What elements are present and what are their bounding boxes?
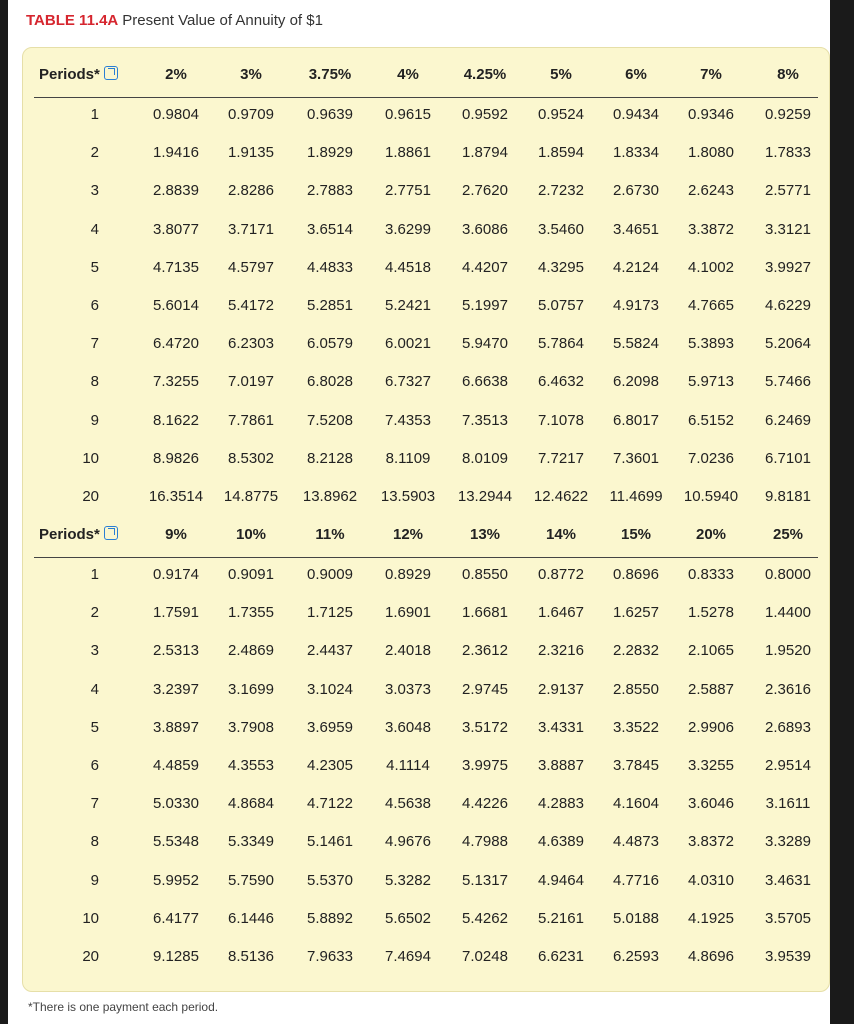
table-cell: 4.3295 [538, 258, 584, 276]
table-cell: 2.3616 [765, 680, 811, 698]
table-cell: 8.2128 [307, 449, 353, 467]
table-cell: 2.5887 [688, 680, 734, 698]
table-cell: 5.5348 [153, 833, 199, 851]
table-cell: 4.7716 [613, 871, 659, 889]
table-cell: 4.1604 [613, 795, 659, 813]
table-cell: 1.8080 [688, 144, 734, 162]
table-cell: 0.9592 [462, 106, 508, 123]
table-cell: 5.0757 [538, 297, 584, 314]
table-cell: 0.9009 [307, 566, 353, 583]
table-cell: 2.8286 [228, 182, 274, 200]
table-cell: 3.5172 [462, 718, 508, 736]
table-cell: 5.2421 [385, 297, 431, 314]
table-cell: 7.3513 [462, 411, 508, 429]
table-cell: 0.9709 [228, 106, 274, 123]
rate-header-11-: 11% [315, 526, 345, 543]
rate-header-14-: 14% [545, 526, 577, 543]
table-cell: 6.4177 [153, 909, 199, 927]
table-cell: 8.9826 [153, 449, 199, 467]
table-cell: 1.8594 [538, 144, 584, 162]
table-cell: 5.5824 [613, 335, 659, 353]
table-cell: 3.6959 [307, 718, 353, 736]
table-cell: 7.0236 [688, 449, 734, 467]
rate-header-4-25-: 4.25% [463, 66, 507, 83]
table-cell: 6.0579 [307, 335, 353, 353]
table-cell: 5.3893 [688, 335, 734, 353]
table-cell: 3.3522 [613, 718, 659, 736]
table-cell: 3.1699 [228, 680, 274, 698]
table-cell: 4.6389 [538, 833, 584, 851]
table-cell: 7.4353 [385, 411, 431, 429]
table-cell: 6.0021 [385, 335, 431, 353]
rate-header-4-: 4% [397, 66, 419, 83]
external-link-icon[interactable] [104, 526, 118, 540]
table-cell: 6.6638 [462, 373, 508, 391]
table-cell: 3.6299 [385, 220, 431, 238]
table-number: TABLE 11.4A [26, 12, 119, 29]
table-cell: 4.1114 [386, 757, 430, 774]
table-cell: 5.2851 [307, 297, 353, 314]
table-cell: 4.6229 [765, 297, 811, 314]
table-cell: 3.3255 [688, 757, 734, 774]
period-cell: 8 [90, 373, 99, 391]
period-cell: 1 [90, 106, 99, 123]
table-cell: 2.4869 [228, 642, 274, 660]
table-cell: 0.9091 [228, 566, 274, 583]
table-cell: 5.9713 [688, 373, 734, 391]
rate-header-12-: 12% [392, 526, 424, 543]
table-cell: 3.8897 [153, 718, 199, 736]
table-cell: 2.5313 [153, 642, 199, 660]
table-cell: 2.4437 [307, 642, 353, 660]
table-cell: 1.8334 [613, 144, 659, 162]
table-caption: Present Value of Annuity of $1 [122, 12, 323, 29]
period-cell: 1 [90, 566, 99, 583]
table-cell: 2.7883 [307, 182, 353, 200]
table-cell: 6.8028 [307, 373, 353, 391]
table-cell: 3.9975 [462, 757, 508, 774]
table-cell: 2.9745 [462, 680, 508, 698]
table-cell: 0.9259 [765, 106, 811, 123]
table-cell: 2.1065 [688, 642, 734, 660]
table-cell: 4.4518 [385, 258, 431, 276]
document-page [8, 0, 830, 1024]
periods-label-text: Periods* [39, 66, 100, 83]
table-cell: 1.7125 [307, 604, 353, 622]
table-cell: 10.5940 [683, 488, 739, 505]
table-cell: 4.8696 [688, 948, 734, 965]
period-cell: 8 [90, 833, 99, 851]
table-cell: 0.9346 [688, 106, 734, 123]
rate-header-13-: 13% [469, 526, 501, 543]
table-cell: 4.9676 [385, 833, 431, 851]
table-cell: 3.8372 [688, 833, 734, 851]
table-cell: 4.7665 [688, 297, 734, 314]
table-cell: 5.7590 [228, 871, 274, 889]
table-cell: 3.4331 [538, 718, 584, 736]
table-cell: 5.1461 [307, 833, 353, 851]
table-cell: 4.5638 [385, 795, 431, 813]
table-cell: 4.5797 [228, 258, 274, 276]
table-cell: 5.7466 [765, 373, 811, 391]
table-cell: 3.6048 [385, 718, 431, 736]
table-cell: 13.8962 [302, 488, 358, 505]
table-cell: 1.9416 [153, 144, 199, 162]
table-cell: 5.3282 [385, 871, 431, 889]
rate-header-15-: 15% [620, 526, 652, 543]
table-cell: 3.2397 [153, 680, 199, 698]
table-cell: 1.8794 [462, 144, 508, 162]
table-cell: 4.1002 [688, 258, 734, 276]
table-cell: 3.9539 [765, 948, 811, 965]
rate-header-6-: 6% [625, 66, 647, 83]
period-cell: 7 [90, 795, 99, 813]
table-cell: 8.5302 [228, 449, 274, 467]
period-cell: 2 [90, 604, 99, 622]
period-cell: 20 [82, 488, 99, 505]
rate-header-2-: 2% [165, 66, 187, 83]
table-cell: 5.4172 [228, 297, 274, 314]
table-cell: 5.4262 [462, 909, 508, 927]
period-cell: 10 [82, 449, 99, 467]
period-cell: 7 [90, 335, 99, 353]
table-cell: 3.6086 [462, 220, 508, 238]
rate-header-8-: 8% [777, 66, 799, 83]
table-cell: 0.9615 [385, 106, 431, 123]
table-cell: 4.2124 [613, 258, 659, 276]
table-cell: 0.9174 [153, 566, 199, 583]
table-cell: 13.5903 [380, 488, 436, 505]
period-cell: 4 [90, 220, 99, 238]
table-cell: 6.8017 [613, 411, 659, 429]
table-cell: 6.2593 [613, 948, 659, 965]
table-cell: 1.7591 [153, 604, 199, 622]
table-cell: 1.5278 [688, 604, 734, 622]
table-cell: 1.6467 [538, 604, 584, 622]
table-cell: 0.8696 [613, 566, 659, 583]
table-cell: 2.8839 [153, 182, 199, 200]
rate-header-10-: 10% [235, 526, 267, 543]
table-cell: 0.9434 [613, 106, 659, 123]
table-cell: 3.1611 [765, 795, 811, 813]
table-cell: 5.9952 [153, 871, 199, 889]
table-cell: 1.6901 [385, 604, 431, 622]
rate-header-25-: 25% [772, 526, 804, 543]
table-cell: 6.1446 [228, 909, 274, 927]
rate-header-5-: 5% [550, 66, 572, 83]
table-cell: 14.8775 [223, 488, 279, 505]
table-cell: 4.1925 [688, 909, 734, 927]
table-cell: 0.8000 [765, 566, 811, 583]
table-cell: 2.7232 [538, 182, 584, 200]
period-cell: 5 [90, 258, 99, 276]
table-cell: 3.3121 [765, 220, 811, 238]
table-cell: 5.7864 [538, 335, 584, 353]
table-cell: 4.3553 [228, 757, 274, 774]
table-cell: 1.7833 [765, 144, 811, 162]
table-cell: 3.7908 [228, 718, 274, 736]
table-cell: 0.9804 [153, 106, 199, 123]
table-cell: 3.5460 [538, 220, 584, 238]
table-cell: 8.1622 [153, 411, 199, 429]
period-cell: 5 [90, 718, 99, 736]
table-cell: 4.7988 [462, 833, 508, 851]
table-cell: 8.1109 [385, 449, 431, 467]
external-link-icon[interactable] [104, 66, 118, 80]
period-cell: 2 [90, 144, 99, 162]
table-cell: 6.2303 [228, 335, 274, 353]
table-cell: 2.4018 [385, 642, 431, 660]
table-cell: 7.3255 [153, 373, 199, 391]
table-cell: 13.2944 [457, 488, 513, 505]
period-cell: 3 [90, 642, 99, 660]
table-title [26, 12, 323, 29]
table-cell: 5.5370 [307, 871, 353, 889]
table-cell: 5.6014 [153, 297, 199, 314]
period-cell: 9 [90, 411, 99, 429]
table-cell: 3.5705 [765, 909, 811, 927]
table-cell: 1.6681 [462, 604, 508, 622]
table-cell: 0.8550 [462, 566, 508, 583]
table-cell: 3.7845 [613, 757, 659, 774]
table-cell: 4.8684 [228, 795, 274, 813]
table-cell: 3.8077 [153, 220, 199, 238]
table-cell: 0.9524 [538, 106, 584, 123]
table-cell: 3.3872 [688, 220, 734, 238]
table-cell: 4.4226 [462, 795, 508, 813]
table-cell: 6.2098 [613, 373, 659, 391]
period-cell: 6 [90, 757, 99, 774]
rate-header-3-: 3% [240, 66, 262, 83]
periods-label-text: Periods* [39, 526, 100, 543]
table-cell: 0.8772 [538, 566, 584, 583]
table-cell: 1.7355 [228, 604, 274, 622]
table-cell: 4.0310 [688, 871, 734, 889]
table-cell: 6.7101 [765, 449, 811, 467]
table-cell: 3.4651 [613, 220, 659, 238]
table-cell: 3.8887 [538, 757, 584, 774]
table-cell: 4.2883 [538, 795, 584, 813]
header-divider [34, 557, 818, 558]
table-cell: 6.2469 [765, 411, 811, 429]
table-cell: 5.0330 [153, 795, 199, 813]
period-cell: 6 [90, 297, 99, 314]
periods-header-label [39, 526, 118, 543]
period-cell: 10 [82, 909, 99, 927]
table-cell: 6.7327 [385, 373, 431, 391]
table-cell: 6.5152 [688, 411, 734, 429]
table-cell: 7.0248 [462, 948, 508, 965]
table-cell: 1.8929 [307, 144, 353, 162]
table-cell: 12.4622 [533, 488, 589, 505]
table-cell: 1.6257 [613, 604, 659, 622]
table-cell: 7.5208 [307, 411, 353, 429]
table-cell: 5.2064 [765, 335, 811, 353]
period-cell: 3 [90, 182, 99, 200]
table-cell: 4.9464 [538, 871, 584, 889]
header-divider [34, 97, 818, 98]
table-cell: 3.6046 [688, 795, 734, 813]
table-cell: 2.6893 [765, 718, 811, 736]
table-cell: 2.9906 [688, 718, 734, 736]
table-cell: 4.4207 [462, 258, 508, 276]
rate-header-3-75-: 3.75% [308, 66, 352, 83]
table-cell: 6.6231 [538, 948, 584, 965]
table-cell: 0.8333 [688, 566, 734, 583]
table-cell: 3.1024 [307, 680, 353, 698]
table-cell: 7.0197 [228, 373, 274, 391]
table-cell: 16.3514 [148, 488, 204, 505]
table-cell: 2.6730 [613, 182, 659, 200]
table-cell: 8.5136 [228, 948, 274, 965]
annuity-table-panel [22, 47, 830, 992]
table-cell: 5.1997 [462, 297, 508, 314]
table-cell: 5.0188 [613, 909, 659, 927]
period-cell: 4 [90, 680, 99, 698]
table-cell: 2.8550 [613, 680, 659, 698]
table-cell: 5.2161 [538, 909, 584, 927]
table-cell: 4.9173 [613, 297, 659, 314]
table-cell: 4.7122 [307, 795, 353, 813]
table-cell: 2.9137 [538, 680, 584, 698]
table-cell: 7.1078 [538, 411, 584, 429]
periods-header-label [39, 66, 118, 83]
table-cell: 3.3289 [765, 833, 811, 851]
table-cell: 4.4859 [153, 757, 199, 774]
table-cell: 7.7217 [538, 449, 584, 467]
table-cell: 6.4720 [153, 335, 199, 353]
table-cell: 1.4400 [765, 604, 811, 622]
table-cell: 2.3216 [538, 642, 584, 660]
table-cell: 4.4833 [307, 258, 353, 276]
table-cell: 7.4694 [385, 948, 431, 965]
rate-header-7-: 7% [700, 66, 722, 83]
table-cell: 5.1317 [462, 871, 508, 889]
table-cell: 3.0373 [385, 680, 431, 698]
table-cell: 4.7135 [153, 258, 199, 276]
period-cell: 20 [82, 948, 99, 965]
table-cell: 7.7861 [228, 411, 274, 429]
table-cell: 2.6243 [688, 182, 734, 200]
table-cell: 2.2832 [613, 642, 659, 660]
table-cell: 1.9520 [765, 642, 811, 660]
table-cell: 5.6502 [385, 909, 431, 927]
rate-header-20-: 20% [695, 526, 727, 543]
table-cell: 0.8929 [385, 566, 431, 583]
table-cell: 1.8861 [385, 144, 431, 162]
table-cell: 3.4631 [765, 871, 811, 889]
table-cell: 2.7751 [385, 182, 431, 200]
table-cell: 8.0109 [462, 449, 508, 467]
table-cell: 5.8892 [307, 909, 353, 927]
table-cell: 2.9514 [765, 757, 811, 774]
table-cell: 5.3349 [228, 833, 274, 851]
table-cell: 2.7620 [462, 182, 508, 200]
footnote: *There is one payment each period. [28, 1000, 219, 1014]
table-cell: 11.4699 [609, 488, 663, 505]
table-cell: 3.7171 [228, 220, 274, 238]
table-cell: 7.9633 [307, 948, 353, 965]
table-cell: 4.4873 [613, 833, 659, 851]
period-cell: 9 [90, 871, 99, 889]
table-cell: 5.9470 [462, 335, 508, 353]
table-cell: 6.4632 [538, 373, 584, 391]
table-cell: 9.8181 [765, 488, 811, 505]
table-cell: 3.9927 [765, 258, 811, 276]
table-cell: 2.5771 [765, 182, 811, 200]
table-cell: 0.9639 [307, 106, 353, 123]
table-cell: 3.6514 [307, 220, 353, 238]
table-cell: 4.2305 [307, 757, 353, 774]
table-cell: 2.3612 [462, 642, 508, 660]
rate-header-9-: 9% [165, 526, 187, 543]
table-cell: 9.1285 [153, 948, 199, 965]
table-cell: 7.3601 [613, 449, 659, 467]
table-cell: 1.9135 [228, 144, 274, 162]
